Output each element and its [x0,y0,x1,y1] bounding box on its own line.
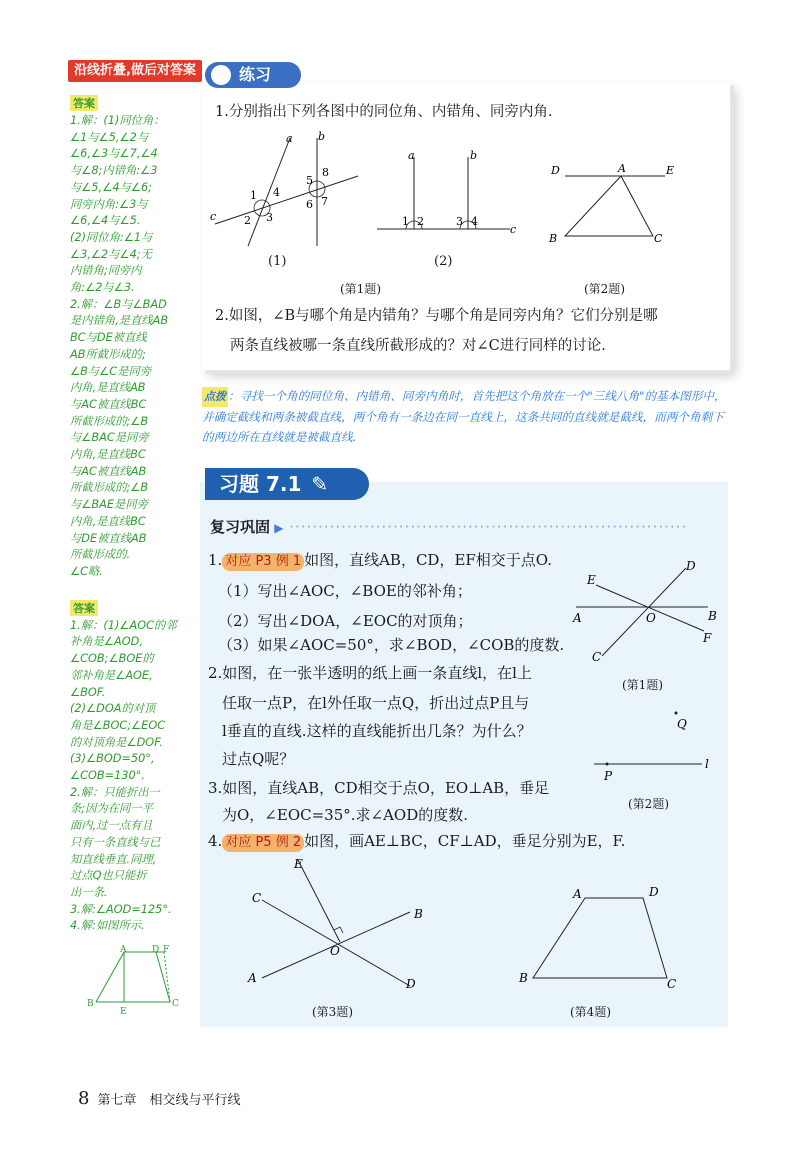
answer-block-2 [70,618,192,935]
fig-label: 8 [322,166,329,179]
practice-figure-2 [545,158,695,250]
answer-line: 1.解：(1)∠AOC的邻 [70,618,177,632]
answer-line: 与AC被直线AB [70,464,147,478]
fig-label: a [286,132,293,145]
ex-q2-l4: 过点Q呢？ [222,750,295,768]
ans-fig-label: B [87,999,94,1009]
answer-sidebar [70,92,192,935]
answer-line: 所截形成的;∠B [70,414,149,428]
answer-line: 邻补角是∠AOE, [70,668,153,682]
fig-label: O [330,944,340,958]
fold-tag: 沿线折叠,做后对答案 [68,60,202,82]
ex-q2-l2: 任取一点P，在l外任取一点Q，折出过点P且与 [222,694,530,712]
answer-line: 1.解：(1)同位角： [70,114,165,127]
ex-fig1-caption: (第1题) [622,678,663,692]
fig-label: 2 [244,214,251,227]
fig-label: A [248,971,257,985]
fig-label: B [519,971,528,985]
answer-heading-1: 答案 [70,95,98,111]
answer-line: 角:∠2与∠3. [70,281,135,295]
answer-line: (2)同位角:∠1与 [70,230,153,244]
answer-line: 与∠BAC是同旁 [70,431,149,445]
answer-line: ∠1与∠5,∠2与 [70,130,149,144]
answer-line: 与AC被直线BC [70,397,147,411]
fig-label: 6 [306,198,313,211]
fig-label: Q [677,717,687,731]
fig-label: F [703,631,712,645]
answer-line: 与∠8;内错角:∠3 [70,164,158,178]
fig1-sub1: (1) [268,254,287,269]
answer-line: 知直线垂直.同理, [70,852,157,866]
exercise-figure-2 [590,706,720,786]
review-label: 复习巩固 [210,518,271,536]
fig-label: D [686,559,696,573]
fig-label: D [406,977,416,991]
ex-fig4-caption: (第4题) [570,1005,611,1019]
answer-line: ∠6,∠4与∠5. [70,214,141,228]
fig-label: c [210,210,217,223]
answer-line: (2)∠DOA的对顶 [70,702,156,716]
fig-label: 3 [456,215,463,228]
ans-fig-label: D [152,945,160,955]
answer-line: 同旁内角:∠3与 [70,197,148,211]
answer-line: ∠B与∠C是同旁 [70,364,152,378]
practice-badge [205,62,301,88]
answer-line: 所截形成的;∠B [70,481,149,495]
answer-heading-2: 答案 [70,600,98,616]
practice-figure-1b [372,145,522,245]
fig-label: O [646,611,656,625]
answer-line: 4.解:如图所示. [70,919,145,933]
ex-q1-c: （3）如果∠AOC=50°，求∠BOD，∠COB的度数. [218,636,565,654]
arrow-icon: ▶ [270,521,284,535]
fig-label: b [470,149,478,162]
answer-line: 内错角;同旁内 [70,264,142,278]
answer-line: 3.解:∠AOD=125°. [70,902,172,916]
answer-line: BC与DE被直线 [70,331,147,345]
ex-q1-b: （2）写出∠DOA，∠EOC的对顶角； [218,612,473,630]
fig-label: B [708,609,717,623]
fig-label: l [705,757,709,771]
ex-q2-l1: 2.如图，在一张半透明的纸上画一条直线l，在l上 [208,664,532,682]
answer-line: 2.解：∠B与∠BAD [70,297,167,311]
answer-line: ∠COB=130°. [70,769,145,783]
answer-block-1 [70,113,192,581]
exercise-figure-3 [240,852,430,994]
fig-label: A [573,887,582,901]
practice-q1: 1.分别指出下列各图中的同位角、内错角、同旁内角. [215,104,553,120]
answer-line: 与∠5,∠4与∠6; [70,180,152,194]
practice-label: 练习 [239,65,272,84]
answer-line: ∠6,∠3与∠7,∠4 [70,147,158,161]
ex-q3-l2: 为O，∠EOC=35°.求∠AOD的度数. [222,806,469,824]
fig-label: 2 [417,215,424,228]
answer-line: ∠BOF. [70,685,106,699]
ex-q1-text: 如图，直线AB，CD，EF相交于点O. [304,551,552,569]
fig-label: D [551,164,560,177]
answer-line: ∠COB;∠BOE的 [70,652,154,666]
answer-line: 只有一条直线与已 [70,835,161,849]
ex-q1 [208,545,552,576]
fig-label: B [414,907,423,921]
practice-q2-line1: 2.如图，∠B与哪个角是内错角？与哪个角是同旁内角？它们分别是哪 [215,308,658,324]
fig1-caption: (第1题) [340,282,381,296]
fig-label: C [252,891,262,905]
review-heading: 复习巩固 ▶ ····································································· [210,518,688,536]
fig-label: 5 [306,174,313,187]
fig1-sub2: (2) [434,254,453,269]
exercise-figure-4 [515,880,685,990]
ex-fig3-caption: (第3题) [312,1005,353,1019]
fig-label: C [654,232,663,245]
fig-label: C [667,977,677,990]
ref-tag: 对应 P3 例 1 [222,553,304,571]
fig2-caption: (第2题) [584,282,625,296]
ex-q1-num: 1. [208,551,223,569]
fig-label: E [587,573,596,587]
answer-line: ∠C略. [70,564,103,578]
answer-line: 与∠BAE是同旁 [70,498,148,512]
fig-label: C [592,650,602,664]
fig-label: D [649,885,659,899]
exercise-title-text: 习题 7.1 [219,472,302,496]
ex-q4-num: 4. [208,832,223,850]
answer-line: 内角,是直线BC [70,448,146,462]
pen-icon: ✎ [311,472,329,496]
answer-line: 出一条. [70,885,108,899]
answer-line: 补角是∠AOD, [70,635,143,649]
exercise-figure-1 [568,556,728,666]
answer-line: 2.解：只能折出一 [70,785,160,799]
fig-label: a [408,149,415,162]
pencil-icon [211,65,231,85]
answer-line: 是内错角,是直线AB [70,314,169,328]
answer-line: 条;因为在同一平 [70,802,153,816]
fig-label: c [510,223,517,236]
page-footer [78,1088,240,1109]
ex-q1-a: （1）写出∠AOC，∠BOE的邻补角； [218,582,472,600]
chapter-title: 第七章 相交线与平行线 [97,1093,241,1108]
fig-label: 4 [273,186,280,199]
fig-label: P [604,769,613,783]
ans-fig-label: A [120,945,127,955]
answer-line: 内角,是直线BC [70,514,146,528]
fig-label: 1 [250,189,257,202]
ex-q3-l1: 3.如图，直线AB，CD相交于点O，EO⊥AB，垂足 [208,779,550,797]
fig-label: 3 [266,211,273,224]
answer-line: 内角,是直线AB [70,381,146,395]
answer-line: AB所截形成的; [70,347,146,361]
fig-label: 4 [471,215,478,228]
fig-label: A [618,162,626,175]
ex-q2-l3: l垂直的直线.这样的直线能折出几条？为什么？ [222,722,532,740]
practice-q2-line2: 两条直线被哪一条直线所截形成的？对∠C进行同样的讨论. [230,338,606,354]
fig-label: A [573,611,582,625]
fig-label: 1 [402,215,409,228]
ex-q4-text: 如图，画AE⊥BC，CF⊥AD，垂足分别为E，F. [304,832,626,850]
ans-fig-label: F [163,945,170,955]
answer-line: 角是∠BOC;∠EOC [70,718,166,732]
page-number: 8 [78,1088,90,1109]
answer-line: 所截形成的. [70,548,131,562]
tip-label: 点拨 [202,387,228,407]
answer-line: 面内,过一点有且 [70,819,153,833]
answer-line: 过点Q也只能折 [70,869,147,883]
answer-line: 的对顶角是∠DOF. [70,735,163,749]
fig-label: 7 [321,195,328,208]
tip-text: ：寻找一个角的同位角、内错角、同旁内角时，首先把这个角放在一个"三线八角"的基本图形中，并确定截线和两条被截直线，两个角有一条边在同一直线上，这条共同的直线就是截线，而两个角剩下的两边所在直线就是被截直线. [202,389,726,444]
fig-label: b [318,130,326,143]
ans-fig-label: C [172,999,179,1009]
ref-tag: 对应 P5 例 2 [222,834,304,852]
fig-label: B [549,232,558,245]
fig-label: E [294,857,303,871]
exercise-title [205,468,369,500]
answer-line: (3)∠BOD=50°, [70,752,155,766]
ex-fig2-caption: (第2题) [628,797,669,811]
tip-box [202,386,732,447]
fig-label: E [666,164,675,177]
ans-fig-label: E [120,1007,127,1017]
answer-line: 与DE被直线AB [70,531,147,545]
answer-line: ∠3,∠2与∠4;无 [70,247,152,261]
answer-figure-trapezoid [84,944,184,1024]
